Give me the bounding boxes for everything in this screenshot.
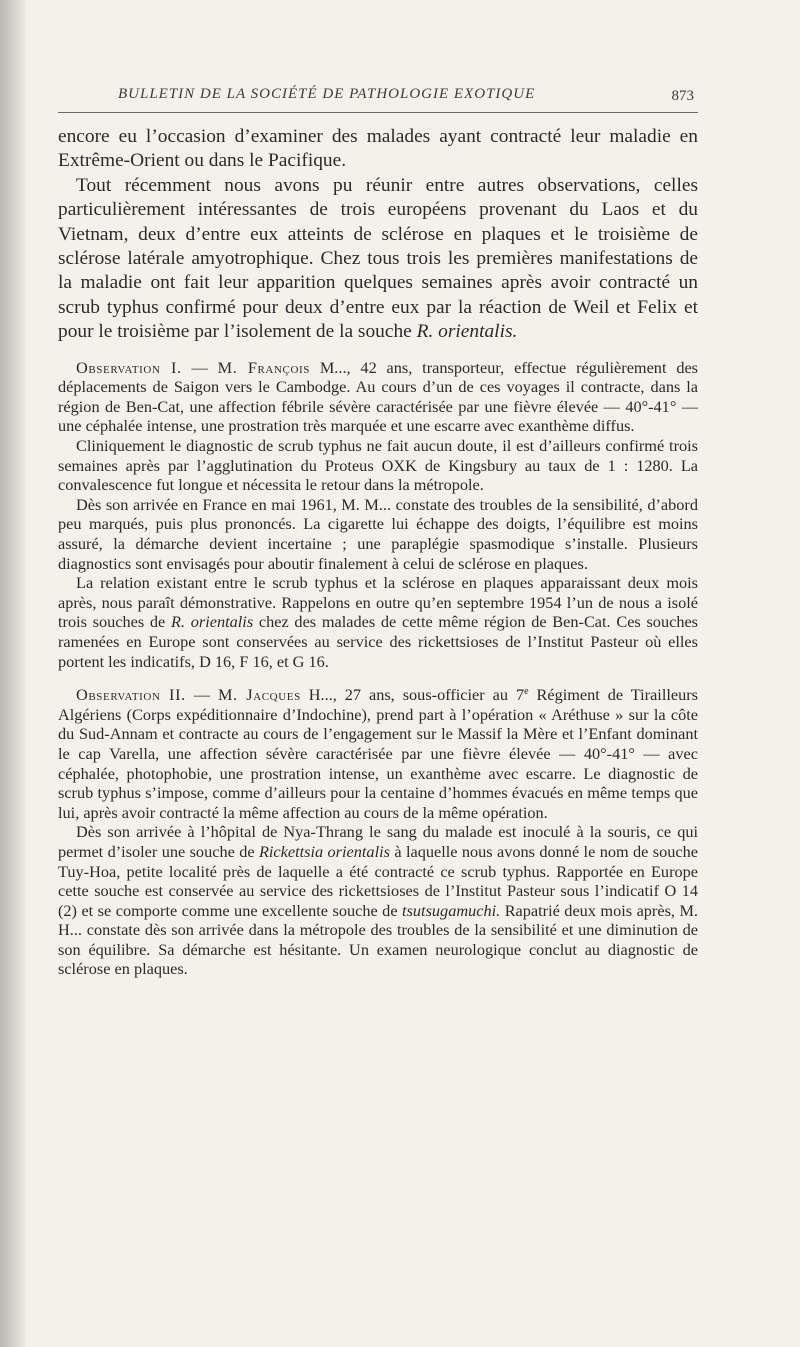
page <box>58 84 698 979</box>
obs1-paragraph-4 <box>58 573 698 671</box>
obs2-p2-text-c: Rapatrié deux mois après, M. H... constate dès son arrivée dans la métropole des troubles de la sensibilité et une diminution de son équilibre. Sa démarche est hésitante. Un examen neurologique conclut au diagnostic de sclérose en plaques. <box>58 900 699 979</box>
obs2-p1-text-b: Régiment de Tirailleurs Algériens (Corps expéditionnaire d’Indochine), prend part à l’opération « Aréthuse » sur la côte du Sud-Annam et contracte au cours de l’engagement sur le Massif la Mère et l’Enfant dominant le cap Varella, une affection sévère caractérisée par une fièvre élevée — 40°-41° — avec céphalée, photophobie, une prostration intense, un exanthème avec escarre. Le diagnostic de scrub typhus s’impose, comme d’ailleurs pour la centaine d’hommes évacués en même temps que lui, après avoir contracté la même affection au cours de la même opération. <box>58 685 699 822</box>
observation-2 <box>58 685 698 979</box>
obs1-p4-text-a: La relation existant entre le scrub typhus et la sclérose en plaques apparaissant deux mois après, nous paraît démonstrative. Rappelons en outre qu’en septembre 1954 l’un de nous a isolé trois souches de <box>58 573 698 632</box>
obs2-p2-italic-1: Rickettsia orientalis <box>258 841 390 861</box>
obs2-p2-text-b: à laquelle nous avons donné le nom de souche Tuy-Hoa, petite localité près de laquelle a été contracté ce scrub typhus. Rapportée en Europe cette souche est conservée au service des rickettsioses de l’Institut Pasteur sous l’indicatif O 14 (2) et se comporte comme une excellente souche de <box>58 841 698 920</box>
intro-p2-text: Tout récemment nous avons pu réunir entre autres observations, celles particulièrement intéressantes de trois européens provenant du Laos et du Vietnam, deux d’entre eux atteints de sclérose en plaques et le troisième de sclérose latérale amyotrophique. Chez tous trois les premières manifestations de la maladie ont fait leur apparition quelques semaines après avoir contracté un scrub typhus confirmé pour deux d’entre eux par la réaction de Weil et Felix et pour le troisième par l’isolement de la souche <box>58 174 698 343</box>
obs1-p1-text: M..., 42 ans, transporteur, effectue régulièrement des déplacements de Saigon vers le Cambodge. Au cours d’un de ces voyages il contracte, dans la région de Ben-Cat, une affection fébrile sévère caractérisée par une fièvre élevée — 40°-41° — une céphalée intense, une prostration très marquée et une escarre avec exanthème diffus. <box>58 357 699 436</box>
obs1-paragraph-3 <box>58 495 698 573</box>
intro-paragraph-2 <box>58 174 698 345</box>
obs2-p2-text-a: Dès son arrivée à l’hôpital de Nya-Thrang le sang du malade est inoculé à la souris, ce qui permet d’isoler une souche de <box>58 822 698 861</box>
observation-1 <box>58 358 698 672</box>
obs2-p2-italic-2: tsutsugamuchi. <box>402 900 501 920</box>
scan-binding-shadow <box>0 0 26 1347</box>
obs1-patient-name: M. François <box>217 357 310 377</box>
page-number: 873 <box>671 88 694 104</box>
intro-p1-text: encore eu l’occasion d’examiner des malades ayant contracté leur maladie en Extrême-Orient ou dans le Pacifique. <box>58 126 698 172</box>
header-rule <box>58 112 698 113</box>
obs1-p4-italic: R. orientalis <box>171 612 254 632</box>
running-title: BULLETIN DE LA SOCIÉTÉ DE PATHOLOGIE EXOTIQUE <box>118 86 536 102</box>
running-header <box>58 84 698 106</box>
intro-p2-italic: R. orientalis. <box>416 321 518 343</box>
obs2-p1-text-a: H..., 27 ans, sous-officier au 7 <box>300 685 525 705</box>
intro-text <box>58 125 698 345</box>
obs2-label: Observation II. <box>76 685 186 705</box>
obs1-label: Observation I. <box>76 357 182 377</box>
intro-paragraph-1 <box>58 125 698 174</box>
obs1-p3-text: Dès son arrivée en France en mai 1961, M. M... constate des troubles de la sensibilité, d’abord peu marqués, puis plus prononcés. La cigarette lui échappe des doigts, l’équilibre est moins assuré, la démarche devient incertaine ; une paraplégie spasmodique s’installe. Plusieurs diagnostics sont envisagés pour aboutir finalement à celui de sclérose en plaques. <box>58 494 698 573</box>
obs1-p4-text-b: chez des malades de cette même région de Ben-Cat. Ces souches ramenées en Europe sont conservées au service des rickettsioses de l’Institut Pasteur où elles portent les indicatifs, D 16, F 16, et G 16. <box>58 612 699 671</box>
obs1-p2-text: Cliniquement le diagnostic de scrub typhus ne fait aucun doute, il est d’ailleurs confirmé trois semaines après par l’agglutination du Proteus OXK de Kingsbury au taux de 1 : 1280. La convalescence fut longue et nécessita le retour dans la métropole. <box>58 436 698 495</box>
obs1-paragraph-1: Observation I. — M. François M..., 42 ans, transporteur, effectue régulièrement des déplacements de Saigon vers le Cambodge. Au cours d’un de ces voyages il contracte, dans la région de Ben-Cat, une affection fébrile sévère caractérisée par une fièvre élevée — 40°-41° — une céphalée intense, une prostration très marquée et une escarre avec exanthème diffus. <box>58 357 699 436</box>
obs2-superscript: e <box>524 686 529 698</box>
obs2-paragraph-1: Observation II. — M. Jacques H..., 27 ans, sous-officier au 7e Régiment de Tirailleurs Algériens (Corps expéditionnaire d’Indochine), prend part à l’opération « Aréthuse » sur la côte du Sud-Annam et contracte au cours de l’engagement sur le Massif la Mère et l’Enfant dominant le cap Varella, une affection sévère caractérisée par une fièvre élevée — 40°-41° — avec céphalée, photophobie, une prostration intense, un exanthème avec escarre. Le diagnostic de scrub typhus s’impose, comme d’ailleurs pour la centaine d’hommes évacués en même temps que lui, après avoir contracté la même affection au cours de la même opération. <box>58 685 699 822</box>
obs1-paragraph-2 <box>58 436 698 495</box>
obs2-paragraph-2 <box>58 822 698 979</box>
obs2-patient-name: M. Jacques <box>217 685 301 705</box>
